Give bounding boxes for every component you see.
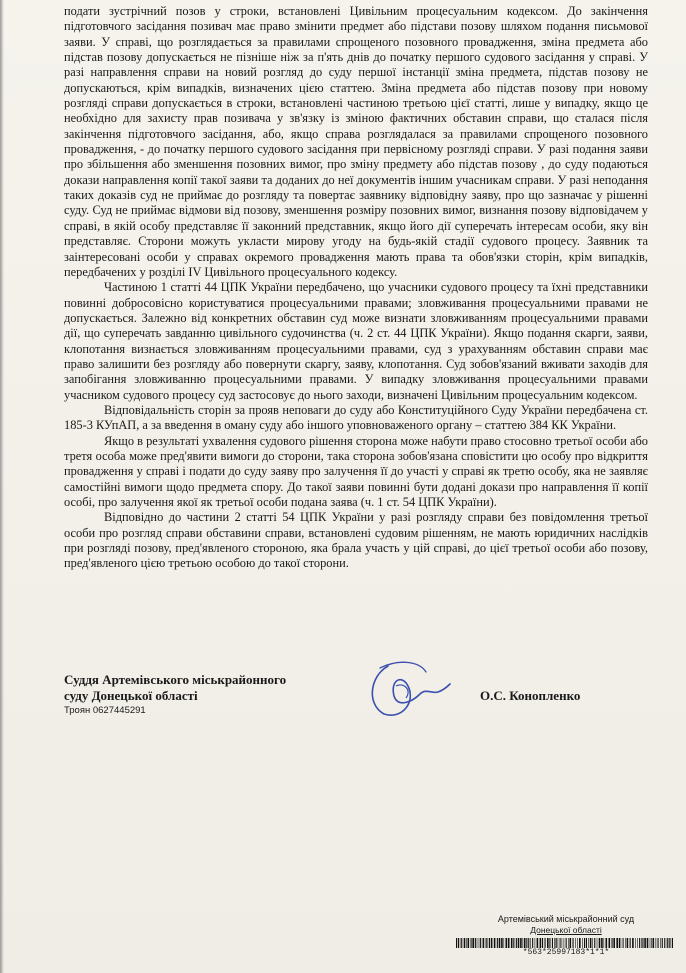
judge-name: О.С. Конопленко	[480, 688, 581, 703]
barcode-number: *563*25997183*1*1*	[522, 948, 610, 957]
stamp-court-line-2: Донецької області	[530, 925, 602, 935]
paragraph-3: Відповідальність сторін за прояв неповаги до суду або Конституційного Суду України передбачена ст. 185-3 КУпАП, а за введення в оману суду або іншого уповноваженого органу – статтею 384 КК України.	[64, 402, 648, 433]
paragraph-4: Якщо в результаті ухвалення судового рішення сторона може набути право стосовно третьої особи або третя особа може пред'явити вимоги до сторони, така сторона зобов'язана сповістити цю особу про відкриття провадження у справі і подати до суду заяву про залучення її до участі у справі як третю особу, яка не заявляє самостійні вимоги щодо предмета спору. До такої заяви повинні бути додані докази про направлення її копії особі, про залучення якої як третьої особи подана заява (ч. 1 ст. 54 ЦПК України).	[64, 433, 648, 509]
scan-edge-shadow	[0, 0, 4, 973]
handwritten-signature	[350, 656, 458, 722]
signature-block	[64, 672, 286, 716]
stamp-court-line-1: Артемівський міськрайонний суд	[497, 914, 635, 924]
court-stamp	[456, 914, 676, 936]
judge-title-line-2: суду Донецької області	[64, 688, 198, 703]
paragraph-2: Частиною 1 статті 44 ЦПК України передбачено, що учасники судового процесу та їхні представники повинні добросовісно користуватися процесуальними правами; зловживання процесуальними правами не допускається. Залежно від конкретних обставин суд може визнати зловживанням процесуальними правами дії, що суперечать завданню цивільного судочинства (ч. 2 ст. 44 ЦПК України). Якщо подання скарги, заяви, клопотання визнається зловживанням процесуальними правами, суд з урахуванням обставин справи має право залишити без розгляду або повернути скаргу, заяву, клопотання. Суд зобов'язаний вживати заходів для запобігання зловживанню процесуальними правами. У випадку зловживання процесуальними правами учасником судового процесу суд застосовує до нього заходи, визначені Цивільним процесуальним кодексом.	[64, 280, 648, 402]
barcode	[456, 938, 676, 948]
paragraph-1: подати зустрічний позов у строки, встановлені Цивільним процесуальним кодексом. До закінчення підготовчого засідання позивач має право змінити предмет або підстави позову шляхом подання письмової заяви. У справі, що розглядається за правилами спрощеного позовного провадження, зміна предмета або підстав позову допускається не пізніше ніж за п'ять днів до початку першого судового засідання у справі. У разі направлення справи на новий розгляд до суду першої інстанції зміна предмета, підстав позову не допускаються, крім випадків, визначених цією статтею. Зміна предмета або підстав позову при новому розгляді справи допускається в строки, встановлені частиною третьою цієї статті, лише у випадку, якщо це необхідно для захисту прав позивача у зв'язку із зміною фактичних обставин справи, що сталася після закінчення підготовчого засідання, або, якщо справа розглядалася за правилами спрощеного позовного провадження, - до початку першого судового засідання при первісному розгляді справи. У разі подання заяви про збільшення або зменшення позовних вимог, про зміну предмету або підстав позову , до суду подаються докази направлення копії такої заяви та доданих до неї документів іншим учасникам справи. У разі неподання таких доказів суд не приймає до розгляду та повертає заявнику відповідну заяву, про що зазначає у рішенні суду. Суд не приймає відмови від позову, зменшення розміру позовних вимог, визнання позову відповідачем у справі, в якій особу представляє її законний представник, якщо його дії суперечать інтересам особи, яку він представляє. Сторони можуть укласти мирову угоду на будь-якій стадії судового процесу. Заявник та заінтересовані особи у справах окремого провадження мають права та обов'язки сторін, крім випадків, передбачених у розділі IV Цивільного процесуального кодексу.	[64, 4, 648, 279]
document-body	[64, 4, 648, 572]
phone-contact: Троян 0627445291	[64, 705, 146, 716]
judge-title-line-1: Суддя Артемівського міськрайонного	[64, 672, 287, 687]
paragraph-5: Відповідно до частини 2 статті 54 ЦПК України у разі розгляду справи без повідомлення третьої особи про розгляд справи обставини справи, встановлені судовим рішенням, не мають юридичних наслідків при розгляді позову, пред'явленого стороною, яка брала участь у цій справі, до цієї третьої особи або позову, пред'явленого цією третьою особою до такої сторони.	[64, 510, 648, 571]
